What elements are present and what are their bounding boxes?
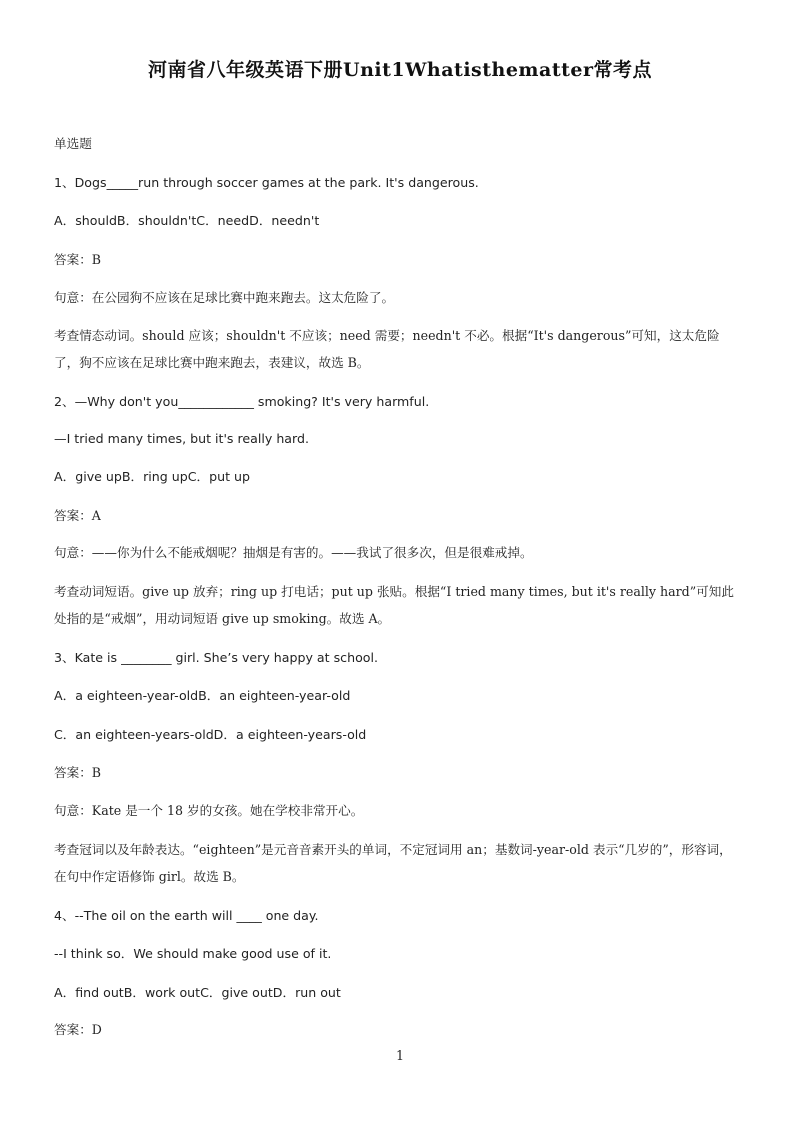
question-2-stem-reply: —I tried many times, but it's really hard. bbox=[54, 431, 309, 446]
question-1-answer: 答案：B bbox=[54, 252, 102, 267]
page-number: 1 bbox=[395, 1048, 404, 1063]
question-1-analysis: 考查情态动词。should 应该；shouldn't 不应该；need 需要；needn't 不必。根据“It's dangerous”可知，这太危险了，狗不应该在足球比赛中跑来跑去，表建议，故选 B。 bbox=[54, 328, 720, 370]
question-4-options: A．find outB．work outC．give outD．run out bbox=[54, 985, 341, 1000]
question-1-stem: 1、Dogs_____run through soccer games at the park. It's dangerous. bbox=[54, 175, 479, 190]
question-3-analysis: 考查冠词以及年龄表达。“eighteen”是元音音素开头的单词，不定冠词用 an；基数词-year-old 表示“几岁的”，形容词，在句中作定语修饰 girl。故选 B。 bbox=[54, 842, 732, 884]
question-3-options-ab: A．a eighteen-year-oldB．an eighteen-year-old bbox=[54, 688, 351, 703]
question-4-stem: 4、--The oil on the earth will ____ one day. bbox=[54, 908, 319, 923]
question-2-analysis: 考查动词短语。give up 放弃；ring up 打电话；put up 张贴。根据“I tried many times, but it's really hard”可知此处指的是“戒烟”，用动词短语 give up smoking。故选 A。 bbox=[54, 584, 734, 626]
question-3-stem: 3、Kate is ________ girl. She’s very happy at school. bbox=[54, 650, 378, 665]
question-3-translation: 句意：Kate 是一个 18 岁的女孩。她在学校非常开心。 bbox=[54, 803, 364, 818]
question-2-options: A．give upB．ring upC．put up bbox=[54, 469, 251, 484]
question-1-translation: 句意：在公园狗不应该在足球比赛中跑来跑去。这太危险了。 bbox=[54, 290, 395, 305]
question-3-answer: 答案：B bbox=[54, 765, 102, 780]
question-1-options: A．shouldB．shouldn'tC．needD．needn't bbox=[54, 213, 320, 228]
question-2-translation: 句意：——你为什么不能戒烟呢？抽烟是有害的。——我试了很多次，但是很难戒掉。 bbox=[54, 545, 533, 560]
section-label: 单选题 bbox=[54, 136, 92, 151]
question-4-stem-reply: --I think so．We should make good use of it. bbox=[54, 946, 332, 961]
question-2-answer: 答案：A bbox=[54, 508, 101, 523]
document-title: 河南省八年级英语下册Unit1Whatisthematter常考点 bbox=[148, 59, 652, 81]
question-3-options-cd: C．an eighteen-years-oldD．a eighteen-years-old bbox=[54, 727, 367, 742]
question-4-answer: 答案：D bbox=[54, 1022, 102, 1037]
question-2-stem: 2、—Why don't you____________ smoking? It's very harmful. bbox=[54, 394, 430, 409]
